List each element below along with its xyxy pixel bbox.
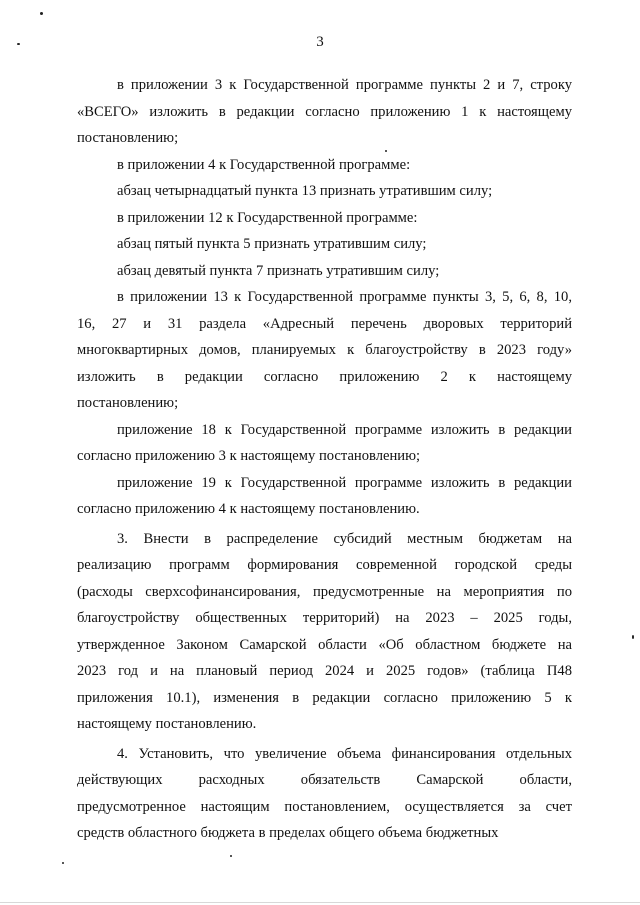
text-line: абзац четырнадцатый пункта 13 признать утратившим силу; [117, 183, 493, 199]
text-line: в приложении 12 к Государственной программе: [117, 209, 418, 226]
text-line: настоящему постановлению. [77, 716, 257, 732]
text-line: предусмотренное настоящим постановлением, осуществляется за счет [77, 798, 572, 815]
text-line: согласно приложению 3 к настоящему постановлению; [77, 448, 421, 464]
text-line: приложения 10.1), изменения в редакции согласно приложению 5 к [77, 689, 572, 706]
text-line: изложить в редакции согласно приложению 2 к настоящему [77, 368, 572, 385]
scan-speck [385, 150, 387, 152]
text-line: в приложении 13 к Государственной программе пункты 3, 5, 6, 8, 10, [117, 289, 572, 305]
text-line: в приложении 3 к Государственной программе пункты 2 и 7, строку [117, 77, 572, 93]
text-line: (расходы сверхсофинансирования, предусмотренные на мероприятия по [77, 583, 572, 600]
text-line: утвержденное Законом Самарской области «Об областном бюджете на [77, 636, 572, 653]
text-line: абзац девятый пункта 7 признать утратившим силу; [117, 262, 440, 279]
scan-speck [230, 855, 232, 857]
text-line: реализацию программ формирования современной городской среды [77, 557, 572, 573]
text-line: благоустройству общественных территорий) на 2023 – 2025 годы, [77, 610, 572, 626]
scan-speck [62, 862, 64, 864]
text-line: 4. Установить, что увеличение объема финансирования отдельных [117, 745, 572, 762]
text-line: средств областного бюджета в пределах общего объема бюджетных [77, 825, 499, 841]
text-line: многоквартирных домов, планируемых к благоустройству в 2023 году» [77, 342, 572, 358]
scan-speck [40, 12, 43, 15]
text-line: действующих расходных обязательств Самарской области, [77, 772, 572, 788]
text-line: «ВСЕГО» изложить в редакции согласно приложению 1 к настоящему [77, 103, 572, 120]
scan-speck [17, 43, 20, 45]
text-line: 2023 год и на плановый период 2024 и 2025 годов» (таблица П48 [77, 663, 572, 679]
text-line: постановлению; [77, 130, 179, 146]
scan-edge [0, 902, 640, 903]
text-line: 16, 27 и 31 раздела «Адресный перечень дворовых территорий [77, 315, 572, 332]
scan-speck [632, 635, 634, 639]
text-line: приложение 19 к Государственной программе изложить в редакции [117, 474, 572, 491]
document-body [77, 72, 572, 847]
page-number: 3 [316, 34, 324, 50]
text-line: постановлению; [77, 395, 179, 411]
text-line: абзац пятый пункта 5 признать утратившим силу; [117, 236, 427, 252]
text-line: согласно приложению 4 к настоящему постановлению. [77, 501, 420, 517]
text-line: приложение 18 к Государственной программе изложить в редакции [117, 421, 572, 438]
text-line: 3. Внести в распределение субсидий местным бюджетам на [117, 530, 572, 547]
text-line: в приложении 4 к Государственной программе: [117, 156, 411, 173]
